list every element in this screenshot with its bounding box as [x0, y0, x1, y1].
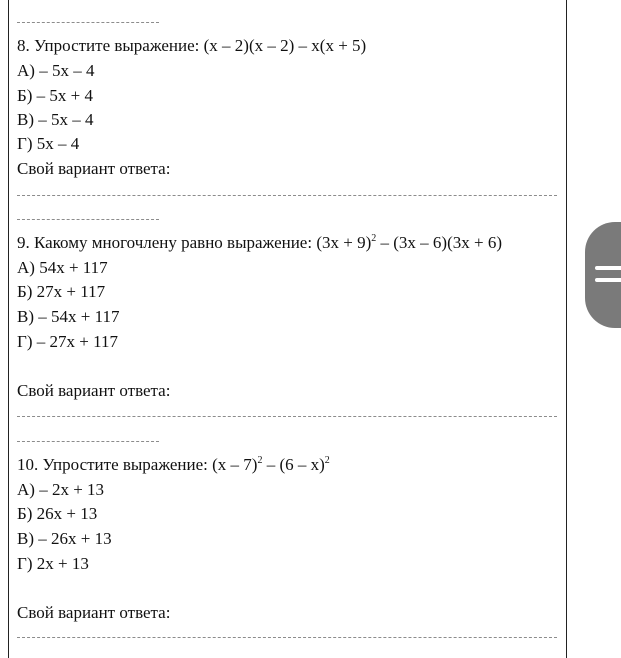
question-9-option-c: В) – 54x + 117 [17, 307, 120, 326]
answer-line [17, 195, 557, 196]
answer-line [17, 637, 557, 638]
exponent: 2 [371, 233, 377, 244]
question-10-option-d: Г) 2x + 13 [17, 554, 89, 573]
question-8-option-b: Б) – 5x + 4 [17, 86, 94, 105]
question-10-text-mid: – (6 – x) [262, 455, 325, 474]
question-10-text [17, 455, 330, 475]
question-8-text: 8. Упростите выражение: (x – 2)(x – 2) – x(x + 5) [17, 36, 367, 55]
question-9-text [17, 233, 502, 253]
question-10-own-answer-label: Свой вариант ответа: [17, 603, 171, 622]
question-10-option-a: А) – 2x + 13 [17, 480, 105, 499]
exponent: 2 [257, 455, 263, 466]
question-10-option-c: В) – 26x + 13 [17, 529, 112, 548]
question-8-option-d: Г) 5x – 4 [17, 134, 80, 153]
question-9-option-a: А) 54x + 117 [17, 258, 108, 277]
question-10-text-start: 10. Упростите выражение: (x – 7) [17, 455, 258, 474]
answer-line [17, 416, 557, 417]
answer-line [17, 219, 159, 220]
question-10-option-b: Б) 26x + 13 [17, 504, 98, 523]
answer-separator-line [17, 22, 159, 23]
question-8-option-a: А) – 5x – 4 [17, 61, 95, 80]
question-8-option-c: В) – 5x – 4 [17, 110, 94, 129]
question-8-own-answer-label: Свой вариант ответа: [17, 159, 171, 178]
question-9-own-answer-label: Свой вариант ответа: [17, 381, 171, 400]
question-9-text-end: – (3x – 6)(3x + 6) [376, 233, 502, 252]
question-9-text-start: 9. Какому многочлену равно выражение: (3x + 9) [17, 233, 372, 252]
answer-line [17, 441, 159, 442]
side-menu-handle[interactable] [585, 222, 621, 328]
hamburger-icon [585, 222, 621, 328]
exponent: 2 [324, 455, 330, 466]
question-9-option-b: Б) 27x + 117 [17, 282, 106, 301]
question-9-option-d: Г) – 27x + 117 [17, 332, 118, 351]
